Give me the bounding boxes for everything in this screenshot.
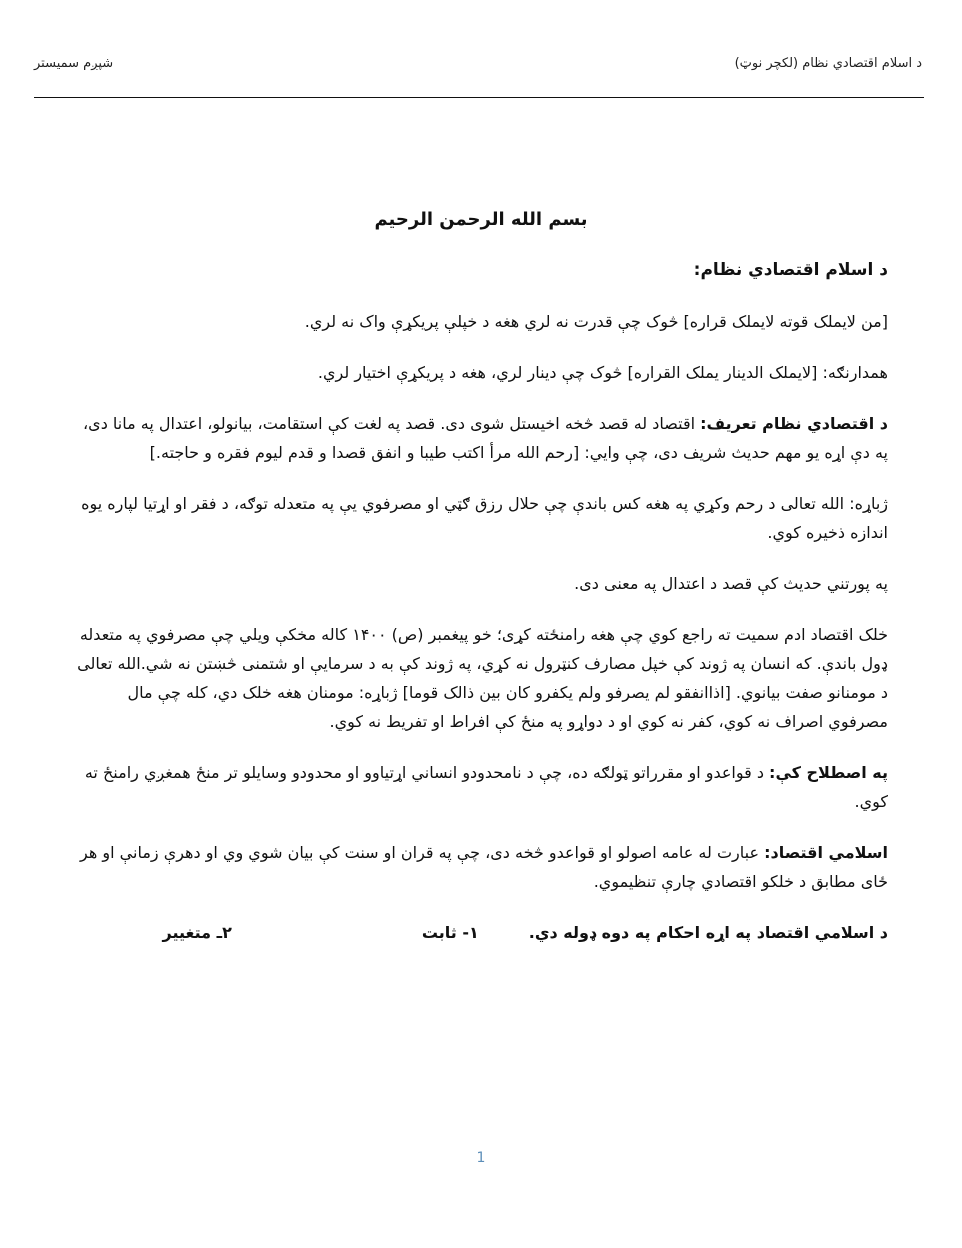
rulings-heading: د اسلامي اقتصاد په اړه احکام په دوه ډوله دي. bbox=[528, 923, 888, 942]
ruling-variable: ۲ـ متغییر bbox=[162, 923, 232, 942]
definition-label: د اقتصادي نظام تعریف: bbox=[700, 414, 888, 433]
paragraph-moderation: خلک اقتصاد ادم سمیت ته راجع کوي چې هغه رامنځته کړی؛ خو پیغمبر (ص) ۱۴۰۰ کاله مخکې ویلي چې مصرفوي په متعدله ډول باندې. که انسان په ژوند کې خپل مصارف کنټرول نه کړي، په ژوند کې به د سرمایې او شتمنی څښتن نه شي.الله تعالی د مومنانو صفت بیانوي. [اذاانفقو لم یصرفو ولم یکفرو کان بین ذالک قوما] ژباړه: مومنان هغه خلک دي، کله چې مال مصرفوي اصراف نه کوي، کفر نه کوي او د دواړو په منځ کې افراط او تفریط نه کوي. bbox=[77, 625, 888, 731]
paragraph-definition bbox=[74, 409, 888, 467]
islamic-economy-label: اسلامي اقتصاد: bbox=[764, 843, 888, 862]
section-heading: د اسلام اقتصادي نظام: bbox=[693, 260, 888, 280]
rulings-line bbox=[74, 918, 888, 947]
paragraph-2: همدارنګه: [لایملک الدینار یملک القراره] څوک چې دینار لري، هغه د پریکړې اختیار لري. bbox=[317, 363, 888, 382]
term-label: په اصطلاح کې: bbox=[769, 763, 888, 782]
page-body bbox=[74, 205, 888, 947]
header-divider bbox=[34, 97, 924, 98]
definition-text: اقتصاد له قصد څخه اخیستل شوی دی. قصد په لغت کې استقامت، بیانولو، اعتدال په مانا دی، په دې اړه یو مهم حدیث شریف دی، چې وایي: [رحم الله مرأ اکتب طیبا و انفق قصدا و قدم لیوم فقره و حاجته.] bbox=[83, 414, 888, 462]
header-semester: شپږم سمیستر bbox=[34, 56, 114, 71]
ruling-fixed: ۱- ثابت bbox=[421, 923, 479, 942]
islamic-economy-text: عبارت له عامه اصولو او قواعدو څخه دی، چې په قران او سنت کې بیان شوي وي او دهرې زمانې او هر ځای مطابق د خلکو اقتصادي چارې تنظیموي. bbox=[80, 843, 888, 891]
page-number: 1 bbox=[476, 1150, 486, 1166]
page-title: بسم الله الرحمن الرحیم bbox=[374, 209, 588, 230]
paragraph-1: [من لایملک قوته لایملک قراره] څوک چې قدرت نه لري هغه د خپلې پریکړې واک نه لري. bbox=[304, 312, 888, 331]
term-text: د قواعدو او مقرراتو ټولګه ده، چې د نامحدودو انساني اړتیاوو او محدودو وسایلو تر منځ همغږي رامنځ ته کوي. bbox=[84, 763, 888, 811]
paragraph-translation: ژباړه: الله تعالی د رحم وکړي په هغه کس باندې چې حلال رزق ګټي او مصرفوي يې په متعدله توګه، د فقر او اړتیا لپاره یوه اندازه ذخیره کوي. bbox=[81, 494, 888, 542]
header-document-title: د اسلام اقتصادي نظام (لکچر نوټ) bbox=[734, 56, 922, 71]
paragraph-hadith-note: په پورتني حدیث کې قصد د اعتدال په معنی دی. bbox=[574, 574, 888, 593]
paragraph-islamic-economy bbox=[74, 838, 888, 896]
paragraph-term bbox=[74, 758, 888, 816]
